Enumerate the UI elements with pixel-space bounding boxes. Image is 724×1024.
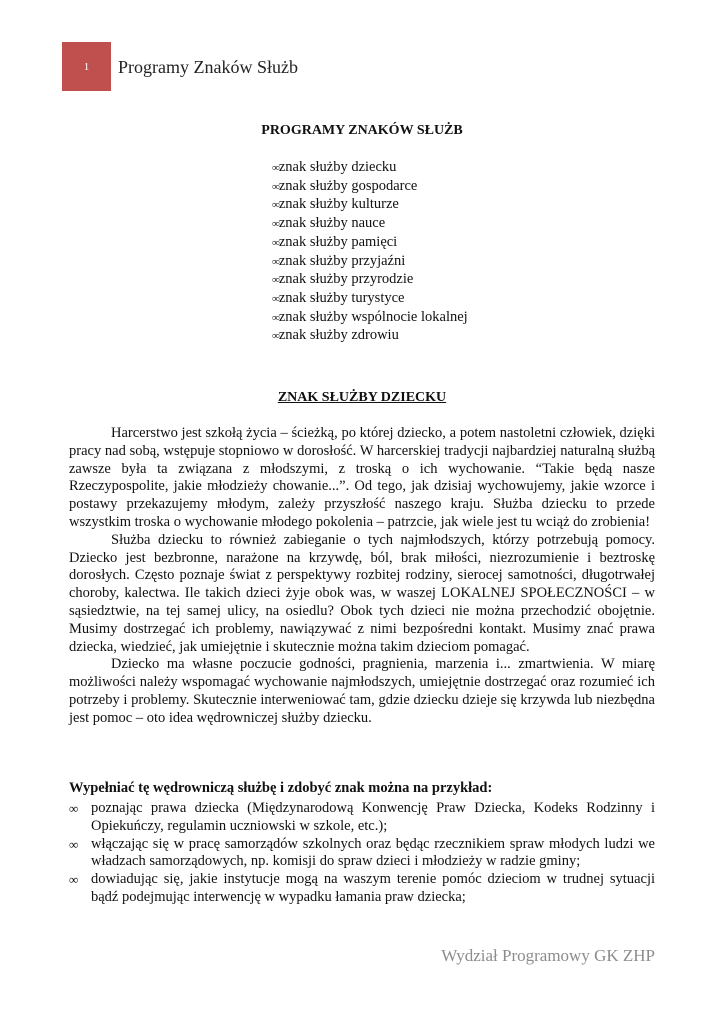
examples-list: [69, 800, 655, 907]
list-item: ∞znak służby kulturze: [272, 196, 399, 213]
list-item: ∞znak służby zdrowiu: [272, 327, 399, 344]
infinity-bullet-icon: ∞: [272, 180, 279, 193]
header-title: Programy Znaków Służb: [118, 57, 298, 77]
page-number-badge: [62, 42, 111, 91]
list-item: ∞znak służby przyjaźni: [272, 252, 406, 269]
infinity-bullet-icon: ∞: [272, 255, 279, 268]
infinity-bullet-icon: ∞: [272, 311, 279, 324]
list-item: ∞ włączając się w pracę samorządów szkolnych oraz będąc rzecznikiem spraw młodych ludzi we władzach samorządowych, np. komisji do spraw dzieci i młodzieży w radzie gminy;: [69, 835, 655, 870]
infinity-bullet-icon: ∞: [272, 199, 279, 212]
list-item: ∞znak służby turystyce: [272, 289, 405, 306]
list-item: ∞znak służby wspólnocie lokalnej: [272, 308, 468, 325]
examples-lead: Wypełniać tę wędrowniczą służbę i zdobyć znak można na przykład:: [69, 780, 493, 796]
list-item: ∞ dowiadując się, jakie instytucje mogą na waszym terenie pomóc dzieciom w trudnej sytuacji bądź podejmując interwencję w wypadku łamania praw dziecka;: [69, 871, 655, 905]
infinity-bullet-icon: ∞: [69, 801, 79, 816]
list-item: ∞znak służby przyrodzie: [272, 271, 414, 288]
footer-text: Wydział Programowy GK ZHP: [441, 946, 655, 965]
paragraph: Dziecko ma własne poczucie godności, pragnienia, marzenia i... zmartwienia. W miarę możliwości należy wspomagać wychowanie najmłodszych, umiejętnie dostrzegać oraz rozumieć ich potrzeby i problemy. Skutecznie interweniować tam, gdzie dziecku dzieje się krzywda lub niezbędna jest pomoc – oto idea wędrowniczej służby dziecku.: [69, 656, 655, 726]
programs-list: [272, 159, 468, 346]
section-body: [69, 425, 655, 728]
infinity-bullet-icon: ∞: [272, 236, 279, 249]
infinity-bullet-icon: ∞: [272, 292, 279, 305]
infinity-bullet-icon: ∞: [69, 872, 79, 888]
infinity-bullet-icon: ∞: [69, 836, 79, 852]
page-heading: PROGRAMY ZNAKÓW SŁUŻB: [261, 123, 463, 138]
list-item: ∞ poznając prawa dziecka (Międzynarodową Konwencję Praw Dziecka, Kodeks Rodzinny i Opiekuńczy, regulamin uczniowski w szkole, etc.);: [69, 800, 655, 834]
list-item: ∞znak służby gospodarce: [272, 177, 418, 194]
list-item: ∞znak służby nauce: [272, 215, 386, 232]
infinity-bullet-icon: ∞: [272, 218, 279, 231]
section-heading: ZNAK SŁUŻBY DZIECKU: [277, 390, 447, 405]
list-item: ∞znak służby pamięci: [272, 233, 398, 250]
infinity-bullet-icon: ∞: [272, 274, 279, 287]
page-number: 1: [83, 60, 90, 73]
infinity-bullet-icon: ∞: [272, 330, 279, 343]
infinity-bullet-icon: ∞: [272, 162, 279, 174]
paragraph: Służba dziecku to również zabieganie o tych najmłodszych, którzy potrzebują pomocy. Dziecko jest bezbronne, narażone na krzywdę, ból, brak miłości, niezrozumienie i beztroskę dorosłych. Często poznaje świat z perspektywy rozbitej rodziny, sierocej samotności, długotrwałej choroby, kalectwa. Ile takich dzieci żyje obok was, w waszej LOKALNEJ SPOŁECZNOŚCI – w sąsiedztwie, na tej samej ulicy, na osiedlu? Obok tych dzieci nie można przechodzić obojętnie. Musimy dostrzegać ich problemy, nawiązywać z nimi bezpośredni kontakt. Musimy znać prawa dziecka, wiedzieć, jak umiejętnie i skutecznie można takim dzieciom pomagać.: [69, 531, 655, 655]
paragraph: Harcerstwo jest szkołą życia – ścieżką, po której dziecko, a potem nastoletni człowiek, dzięki pracy nad sobą, wstępuje stopniowo w dorosłość. W harcerskiej tradycji najbardziej naturalną służbą zawsze była ta związana z młodszymi, z troską o ich wychowanie. “Takie będą nasze Rzeczypospolite, jakie młodzieży chowanie...”. Od tego, jak dzisiaj wychowujemy, jakie wzorce i postawy przekazujemy młodym, zależy przyszłość naszego kraju. Służba dziecku to przede wszystkim troska o wychowanie młodego pokolenia – patrzcie, jak wiele jest tu wciąż do zrobienia!: [69, 425, 655, 530]
list-item: ∞znak służby dziecku: [272, 159, 397, 175]
